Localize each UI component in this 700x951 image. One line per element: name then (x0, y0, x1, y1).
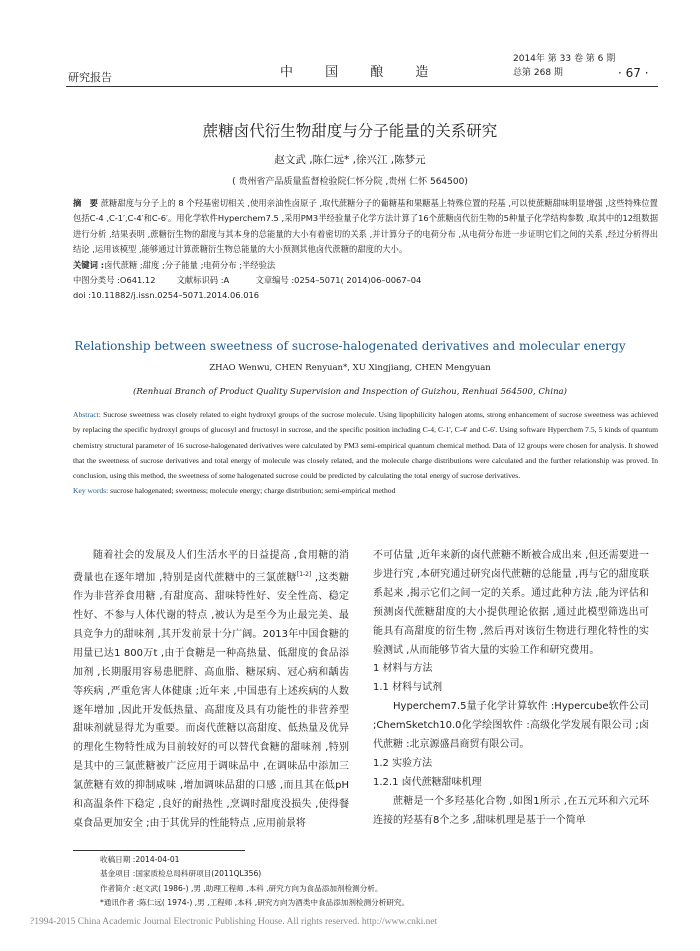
clc-code: 中图分类号 :O641.12 (73, 275, 156, 286)
intro-text-1: 随着社会的发展及人们生活水平的日益提高 ,食用糖的消费量也在逐年增加 ,特别是卤代蔗糖中的三氯蔗糖 (73, 550, 349, 584)
mechanism-paragraph: 蔗糖是一个多羟基化合物 ,如图1所示 ,在五元环和六元环连接的羟基有8个之多 ,甜味机理是基于一个简单 (373, 795, 649, 826)
body-column-right (373, 547, 649, 831)
footnote-received: 收稿日期 :2014-04-01 (100, 855, 180, 864)
affiliation-cn: ( 贵州省产品质量监督检验院仁怀分院 ,贵州 仁怀 564500) (232, 177, 468, 187)
keywords-en-text: sucrose halogenated; sweetness; molecule energy; charge distribution; semi-empirical method (110, 486, 396, 496)
citation-ref: [1-2] (296, 570, 312, 578)
intro-paragraph (73, 547, 349, 834)
affiliation-en: (Renhuai Branch of Product Quality Supervision and Inspection of Guizhou, Renhuai 564500, China) (133, 387, 567, 397)
abstract-en-text: Sucrose sweetness was closely related to eight hydroxyl groups of the sucrose molecule. Using lipophilicity halogen atoms, strong enhancement of sucrose sweetness was achieved by replacing the specific hydroxyl groups of glucosyl and fructosyl in sucrose, and the specific position including C-4, C-1', C-4' and C-6'. Using software Hyperchem 7.5, 5 kinds of quantum chemistry structural parameter of 16 sucrose-halogenated derivatives were calculated by PM3 semi-empirical quantum chemical method. Data of 12 groups were chosen for analysis. It showed that the sweetness of sucrose derivatives and total energy of molecule was closely related, and the molecule charge distributions were calculated and the further relationship was proved. In conclusion, using this method, the sweetness of some halogenated sucrose could be predicted by calculating the total energy of sucrose derivatives. (73, 410, 658, 481)
article-number: 文章编号 :0254–5071( 2014)06–0067–04 (255, 275, 422, 286)
abstract-cn-label: 摘 要 (73, 198, 99, 208)
abstract-cn (73, 196, 658, 304)
title-cn: 蔗糖卤代衍生物甜度与分子能量的关系研究 (202, 122, 498, 140)
abstract-cn-text: 蔗糖甜度与分子上的 8 个羟基密切相关 ,使用亲油性卤原子 ,取代蔗糖分子的葡糖基和果糖基上特殊位置的羟基 ,可以使蔗糖甜味明显增强 ,这些特殊位置包括C-4 ,C-1′,C-4′和C-6′。用化学软件Hyperchem7.5 ,采用PM3半经验量子化学方法计算了16个蔗糖卤代衍生物的5种量子化学结构参数 ,取其中的12组数据进行分析 ,结果表明 ,蔗糖衍生物的甜度与其本身的总能量的大小有着密切的关系 ,并计算分子的电荷分布 ,从电荷分布进一步证明它们之间的关系 ,经过分析得出结论 ,运用该模型 ,能够通过计算蔗糖衍生物总能量的大小预测其他卤代蔗糖的甜度的大小。 (73, 198, 658, 255)
footnotes (100, 853, 409, 911)
title-en: Relationship between sweetness of sucrose-halogenated derivatives and molecular energy (74, 339, 626, 353)
abstract-en (73, 407, 658, 499)
section-heading-1-2-1: 1.2.1 卤代蔗糖甜味机理 (373, 776, 482, 788)
footnote-corresponding: *通讯作者 :陈仁远( 1974-) ,男 ,工程师 ,本科 ,研究方向为酒类中食品添加剂检测分析研究。 (100, 898, 410, 908)
header-rule (66, 86, 658, 87)
keywords-cn-text: 卤代蔗糖 ;甜度 ;分子能量 ;电荷分布 ;半经验法 (104, 259, 276, 270)
copyright-notice: ?1994-2015 China Academic Journal Electronic Publishing House. All rights reserved. http://www.cnki.net (30, 917, 438, 927)
page-number: · 67 · (618, 66, 649, 80)
intro-continued: 不可估量 ,近年来新的卤代蔗糖不断被合成出来 ,但还需要进一步进行究 ,本研究通过研究卤代蔗糖的总能量 ,再与它的甜度联系起来 ,揭示它们之间一定的关系。通过此种方法 ,能为评估和预测卤代蔗糖甜度的大小提供理论依据 ,通过此模型筛选出可能具有高甜度的衍生物 ,然后再对该衍生物进行理化特性的实验测试 ,从而能够节省大量的实验工作和研究费用。 (373, 550, 649, 656)
footnote-rule (73, 850, 245, 851)
footnote-author: 作者简介 :赵文武( 1986-) ,男 ,助理工程师 ,本科 ,研究方向为食品添加剂检测分析。 (100, 883, 383, 893)
issue-info (513, 52, 615, 80)
keywords-cn-label: 关键词 : (73, 259, 105, 270)
journal-name: 中 国 酿 造 (280, 65, 443, 80)
intro-text-2: ,这类糖作为非营养食用糖 ,有甜度高、甜味特性好、安全性高、稳定性好、不参与人体代谢的特点 ,被认为是至今为止最完美、最具竞争力的甜味剂 ,其开发前景十分广阔。2013年中国食糖的用量已达1 800万t ,由于食糖是一种高热量、低甜度的食品添加剂 ,长期服用容易患肥胖、高血脂、糖尿病、冠心病和龋齿等疾病 ,严重危害人体健康 ;近年来 ,中国患有上述疾病的人数逐年增加 ,因此开发低热量、高甜度及具有功能性的非营养型甜味剂就显得尤为重要。而卤代蔗糖以高甜度、低热量及优异的理化生物特性成为目前较好的可以替代食糖的甜味剂 ,特别是其中的三氯蔗糖被广泛应用于调味品中 ,在调味品中添加三氯蔗糖有效的抑制咸味 ,增加调味品甜的口感 ,而且其在低pH和高温条件下稳定 ,良好的耐热性 ,烹调时甜度没损失 ,使得餐桌食品更加安全 ;由于其优异的性能特点 ,应用前景将 (73, 572, 350, 830)
doc-code: 文献标识码 :A (176, 275, 230, 286)
issue-line: 2014年 第 33 卷 第 6 期 (513, 54, 616, 64)
authors-en: ZHAO Wenwu, CHEN Renyuan*, XU Xingjiang, CHEN Mengyuan (209, 363, 491, 373)
abstract-cn-body (73, 196, 658, 258)
doi: doi :10.11882/j.issn.0254–5071.2014.06.016 (73, 290, 260, 301)
abstract-en-body (73, 407, 658, 483)
total-issue: 总第 268 期 (513, 68, 563, 78)
body-column-left (73, 547, 349, 834)
keywords-cn (73, 258, 658, 273)
footnote-fund: 基金项目 :国家质检总局科研项目(2011QL356) (100, 869, 262, 879)
section-heading-1: 1 材料与方法 (373, 663, 433, 675)
section-heading-1-1: 1.1 材料与试剂 (373, 682, 443, 694)
materials-paragraph: Hyperchem7.5量子化学计算软件 :Hypercube软件公司 ;ChemSketch10.0化学绘图软件 :高级化学发展有限公司 ;卤代蔗糖 :北京源盛昌商贸有限公司。 (373, 701, 649, 751)
classification-line (73, 273, 658, 288)
section-heading-1-2: 1.2 实验方法 (373, 757, 433, 769)
keywords-en-label: Key words: (73, 486, 109, 496)
section-label: 研究报告 (68, 71, 112, 84)
keywords-en (73, 483, 658, 498)
authors-cn: 赵文武 ,陈仁远* ,徐兴江 ,陈梦元 (274, 154, 426, 166)
abstract-en-label: Abstract: (73, 410, 101, 419)
